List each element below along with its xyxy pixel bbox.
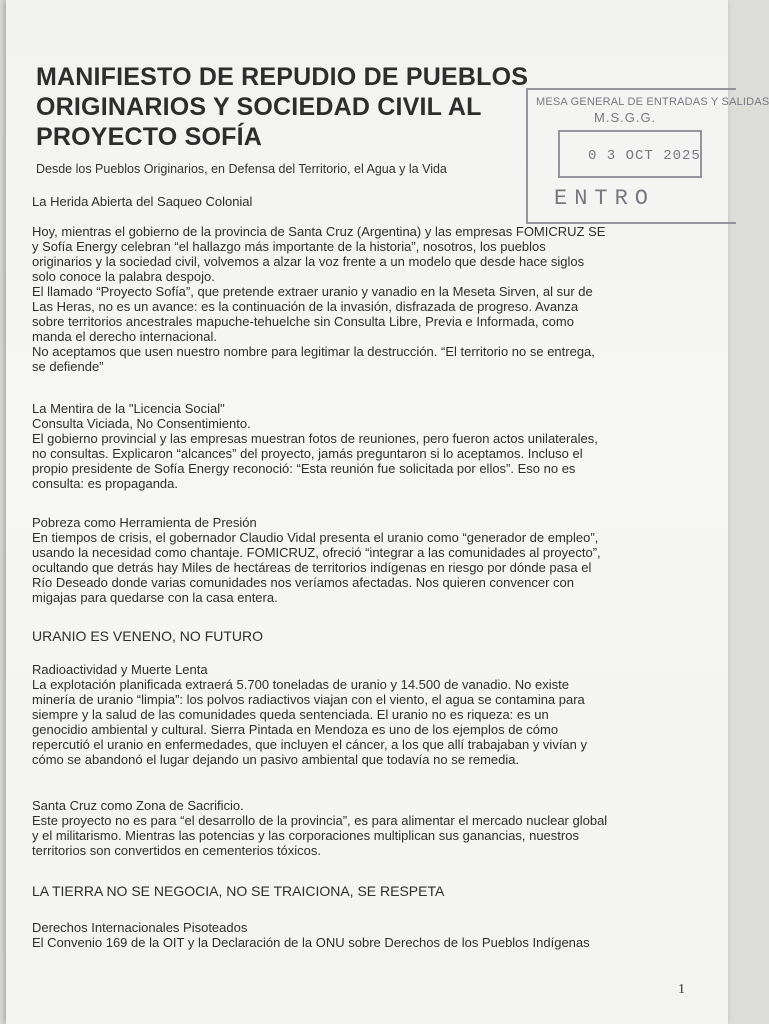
text-line: manda el derecho internacional. [32, 329, 218, 344]
text-line: No aceptamos que usen nuestro nombre para legitimar la destrucción. “El territorio no se entrega, [32, 344, 595, 359]
text-line: migajas para quedarse con la casa entera. [32, 590, 278, 605]
text-line: El gobierno provincial y las empresas muestran fotos de reuniones, pero fueron actos unilaterales, [32, 431, 598, 446]
text-line: En tiempos de crisis, el gobernador Claudio Vidal presenta el uranio como “generador de empleo”, [32, 530, 599, 545]
text-line: siempre y la salud de las comunidades queda sentenciada. El uranio no es riqueza: es un [32, 707, 549, 722]
section-heading: Santa Cruz como Zona de Sacrificio. [32, 798, 244, 813]
document-page [6, 0, 769, 1024]
paragraph-derechos [32, 920, 712, 950]
text-line: minería de uranio “limpia”: los polvos radiactivos viajan con el viento, el agua se contamina para [32, 692, 585, 707]
section-heading-caps: URANIO ES VENENO, NO FUTURO [32, 628, 264, 644]
text-line: Este proyecto no es para “el desarrollo de la provincia”, es para alimentar el mercado nuclear global [32, 813, 608, 828]
text-line: El llamado “Proyecto Sofía”, que pretende extraer uranio y vanadio en la Meseta Sirven, al sur de [32, 284, 593, 299]
subtitle: Desde los Pueblos Originarios, en Defensa del Territorio, el Agua y la Vida [36, 162, 447, 176]
text-line: solo conoce la palabra despojo. [32, 269, 215, 284]
stamp-date: 0 3 OCT 2025 [588, 148, 701, 164]
text-line: sobre territorios ancestrales mapuche-tehuelche sin Consulta Libre, Previa e Informada, como [32, 314, 574, 329]
page-number: 1 [678, 982, 685, 997]
text-line: Consulta Viciada, No Consentimiento. [32, 416, 251, 431]
title-line: MANIFIESTO DE REPUDIO DE PUEBLOS [36, 63, 529, 91]
text-line: se defiende” [32, 359, 104, 374]
section-heading-saqueo [32, 194, 712, 209]
stamp-office-code: M.S.G.G. [594, 110, 657, 125]
tierra-heading [32, 884, 712, 899]
stamp-status: ENTRO [554, 186, 656, 211]
text-line: consulta: es propaganda. [32, 476, 178, 491]
section-heading: Pobreza como Herramienta de Presión [32, 515, 257, 530]
text-line: El Convenio 169 de la OIT y la Declaración de la ONU sobre Derechos de los Pueblos Indígenas [32, 935, 590, 950]
paragraph-saqueo [32, 224, 712, 374]
section-heading: Derechos Internacionales Pisoteados [32, 920, 248, 935]
title-line: ORIGINARIOS Y SOCIEDAD CIVIL AL [36, 93, 482, 121]
text-line: La explotación planificada extraerá 5.700 toneladas de uranio y 14.500 de vanadio. No existe [32, 677, 569, 692]
text-line: Las Heras, no es un avance: es la continuación de la invasión, disfrazada de progreso. Avanza [32, 299, 579, 314]
text-line: propio presidente de Sofía Energy reconoció: “Esta reunión fue solicitada por ellos”. Eso no es [32, 461, 576, 476]
stamp-date-box [558, 130, 702, 178]
text-line: y el militarismo. Mientras las potencias y las corporaciones multiplican sus ganancias, nuestros [32, 828, 579, 843]
stamp-office: MESA GENERAL DE ENTRADAS Y SALIDAS [536, 96, 769, 108]
text-line: originarios y la sociedad civil, volvemos a alzar la voz frente a un modelo que desde hace siglos [32, 254, 585, 269]
uranio-heading [32, 629, 712, 644]
section-heading: Radioactividad y Muerte Lenta [32, 662, 208, 677]
text-line: repercutió el uranio en enfermedades, que incluyen el cáncer, a los que allí trabajaban y vivían y [32, 737, 588, 752]
paragraph-zona-sacrificio [32, 798, 712, 858]
section-heading: La Herida Abierta del Saqueo Colonial [32, 194, 253, 209]
paragraph-licencia-social [32, 401, 712, 491]
text-line: ocultando que detrás hay Miles de hectáreas de territorios indígenas en riesgo por dónde pasa el [32, 560, 592, 575]
text-line: genocidio ambiental y cultural. Sierra Pintada en Mendoza es uno de los ejemplos de cómo [32, 722, 559, 737]
section-heading-caps: LA TIERRA NO SE NEGOCIA, NO SE TRAICIONA, SE RESPETA [32, 883, 445, 899]
section-heading: La Mentira de la "Licencia Social" [32, 401, 225, 416]
paragraph-radioactividad [32, 662, 712, 767]
text-line: territorios son convertidos en cementerios tóxicos. [32, 843, 322, 858]
text-line: Río Deseado donde varias comunidades nos veríamos afectadas. Nos quieren convencer con [32, 575, 574, 590]
text-line: no consultas. Explicaron “alcances” del proyecto, jamás preguntaron si lo aceptamos. Incluso el [32, 446, 583, 461]
title-line: PROYECTO SOFÍA [36, 123, 262, 151]
paragraph-pobreza [32, 515, 712, 605]
text-line: usando la necesidad como chantaje. FOMICRUZ, ofreció “integrar a las comunidades al proyecto”, [32, 545, 601, 560]
text-line: y Sofía Energy celebran “el hallazgo más importante de la historia”, nosotros, los pueblos [32, 239, 546, 254]
text-line: Hoy, mientras el gobierno de la provincia de Santa Cruz (Argentina) y las empresas FOMICRUZ SE [32, 224, 606, 239]
text-line: cómo se abandonó el lugar dejando un pasivo ambiental que todavía no se remedia. [32, 752, 520, 767]
